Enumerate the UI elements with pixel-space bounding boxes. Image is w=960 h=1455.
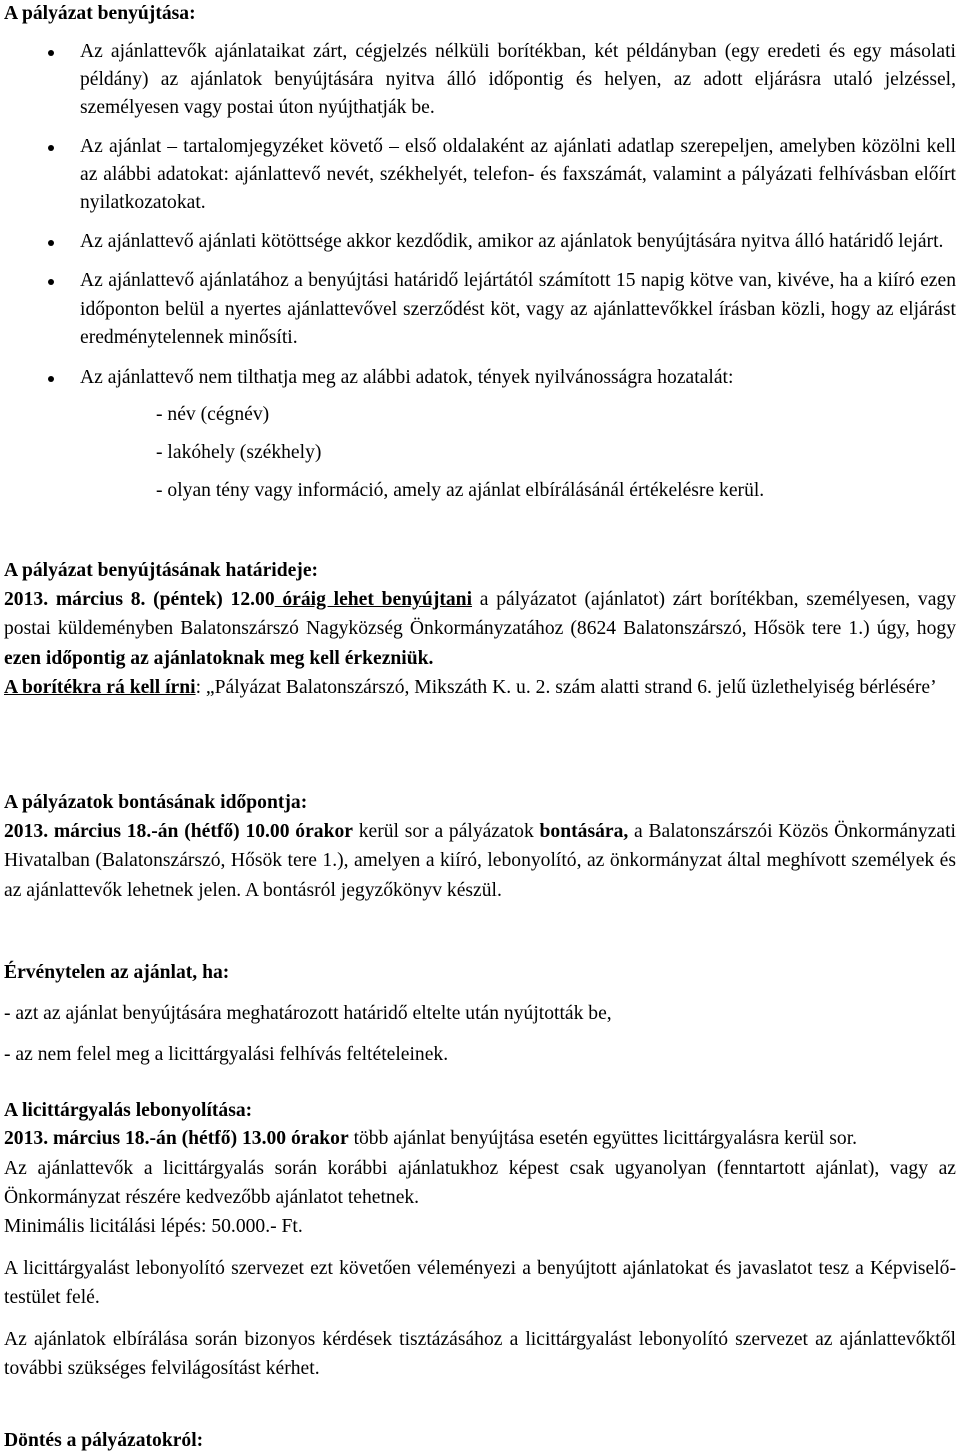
section-auction	[4, 1096, 956, 1383]
section-heading: Döntés a pályázatokról:	[4, 1430, 204, 1451]
list-item-text: Az ajánlattevő ajánlatához a benyújtási határidő lejártától számított 15 napig kötve van, kivéve, ha a kiíró ezen időponton belül a nyertes ajánlattevővel szerződést köt, vagy az ajánlattevőkkel írásban közli, hogy az eljárást eredménytelennek minősíti.	[80, 270, 956, 348]
list-item	[4, 267, 956, 353]
deadline-requirement: ezen időpontig az ajánlatoknak meg kell érkezniük.	[4, 647, 434, 669]
section-heading: A licittárgyalás lebonyolítása:	[4, 1100, 253, 1121]
submission-bullet-list	[4, 38, 956, 392]
auction-evaluation-paragraph: A licittárgyalást lebonyolító szervezet ezt követően véleményezi a benyújtott ajánlatokat és javaslatot tesz a Képviselő-testület felé.	[4, 1257, 956, 1308]
opening-text: a Balatonszárszói Közös Önkormányzati Hivatalban (Balatonszárszó, Hősök tere 1.), amelyen a kiíró, lebonyolító, az önkormányzat által meghívott személyek és az ajánlattevők lehetnek jelen. A bontásról jegyzőkönyv készül.	[4, 821, 956, 901]
deadline-paragraph	[4, 585, 956, 673]
opening-paragraph	[4, 817, 956, 905]
list-item: - név (cégnév)	[156, 403, 270, 425]
bullet-icon	[48, 376, 54, 382]
section-submission	[4, 0, 956, 506]
auction-min-step: Minimális licitálási lépés: 50.000.- Ft.	[4, 1215, 303, 1237]
section-opening	[4, 788, 956, 905]
auction-paragraph	[4, 1125, 956, 1154]
list-item	[4, 228, 956, 256]
list-item-text: Az ajánlat – tartalomjegyzéket követő – első oldalaként az ajánlati adatlap szerepeljen, amelyben közölni kell az alábbi adatokat: ajánlattevő nevét, székhelyét, telefon- és faxszámát, valamint a pályázati felhívásban előírt nyilatkozatokat.	[80, 136, 956, 213]
section-decision	[4, 1426, 956, 1455]
bullet-icon	[48, 279, 54, 285]
bullet-icon	[48, 240, 54, 246]
auction-date: 2013. március 18.-án (hétfő) 13.00 órakor	[4, 1128, 349, 1149]
deadline-emphasis: óráig lehet benyújtani	[274, 589, 473, 610]
section-heading: A pályázat benyújtása:	[4, 3, 196, 24]
opening-emphasis: bontására,	[539, 821, 629, 842]
auction-rules-paragraph: Az ajánlattevők a licittárgyalás során korábbi ajánlatukhoz képest csak ugyanolyan (fenntartott ajánlat), vagy az Önkormányzat részére kedvezőbb ajánlatot tehetnek.	[4, 1157, 956, 1208]
bullet-icon	[48, 50, 54, 56]
list-item	[4, 38, 956, 122]
envelope-label: A borítékra rá kell írni	[4, 676, 196, 698]
section-heading: A pályázat benyújtásának határideje:	[4, 560, 319, 581]
envelope-paragraph	[4, 673, 956, 702]
envelope-text: : „Pályázat Balatonszárszó, Mikszáth K. u. 2. szám alatti strand 6. jelű üzlethelyiség bérlésére’	[195, 676, 937, 698]
list-item-text: Az ajánlattevő nem tilthatja meg az alábbi adatok, tények nyilvánosságra hozatalát:	[80, 366, 734, 388]
protected-data-list	[4, 400, 956, 506]
section-deadline	[4, 556, 956, 702]
section-heading: Érvénytelen az ajánlat, ha:	[4, 962, 230, 983]
list-item: - lakóhely (székhely)	[156, 441, 322, 463]
list-item: - az nem felel meg a licittárgyalási felhívás feltételeinek.	[4, 1044, 449, 1065]
auction-clarification-paragraph: Az ajánlatok elbírálása során bizonyos kérdések tisztázásához a licittárgyalást lebonyolító szervezet az ajánlattevőktől további szükséges felvilágosítást kérhet.	[4, 1328, 956, 1379]
deadline-date: 2013. március 8. (péntek) 12.00	[4, 589, 275, 610]
deadline-text: a pályázatot (ajánlatot) zárt borítékban, személyesen, vagy postai küldeményben Balatonszárszó Nagyközség Önkormányzatához (8624 Balatonszárszó, Hősök tere 1.) úgy, hogy	[4, 589, 956, 640]
opening-text: kerül sor a pályázatok	[352, 821, 540, 842]
list-item-text: Az ajánlattevő ajánlati kötöttsége akkor kezdődik, amikor az ajánlatok benyújtására nyitva álló határidő lejárt.	[80, 231, 944, 252]
bullet-icon	[48, 145, 54, 151]
list-item: - azt az ajánlat benyújtására meghatározott határidő eltelte után nyújtották be,	[4, 1003, 612, 1024]
section-invalid	[4, 958, 956, 1069]
section-heading: A pályázatok bontásának időpontja:	[4, 792, 308, 813]
auction-text: több ajánlat benyújtása esetén együttes licittárgyalásra kerül sor.	[348, 1128, 858, 1149]
opening-date: 2013. március 18.-án (hétfő) 10.00 órakor	[4, 821, 353, 842]
list-item	[4, 364, 956, 392]
list-item	[4, 133, 956, 217]
list-item: - olyan tény vagy információ, amely az ajánlat elbírálásánál értékelésre kerül.	[156, 479, 765, 501]
list-item-text: Az ajánlattevők ajánlataikat zárt, cégjelzés nélküli borítékban, két példányban (egy eredeti és egy másolati példány) az ajánlatok benyújtására nyitva álló időpontig és helyen, az adott eljárásra utaló jelzéssel, személyesen vagy postai úton nyújthatják be.	[80, 41, 956, 118]
